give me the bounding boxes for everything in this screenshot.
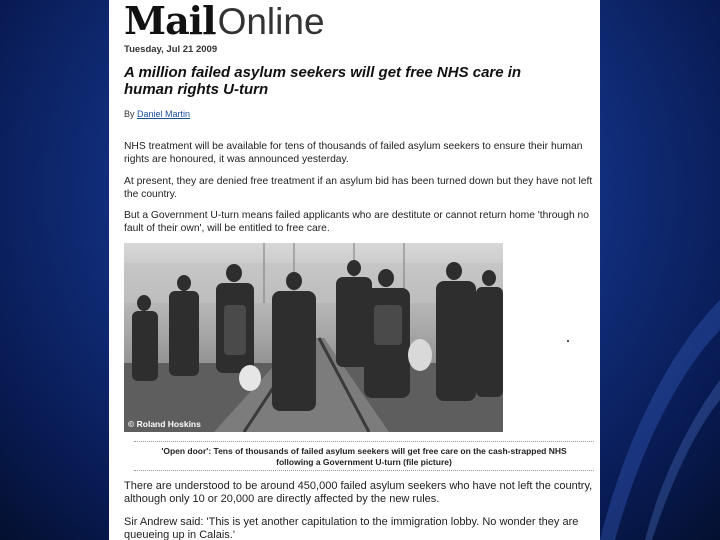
article-headline (124, 64, 594, 98)
author-link[interactable]: Daniel Martin (137, 109, 191, 119)
paragraph-4: There are understood to be around 450,000 failed asylum seekers who have not left the country, although only 10 or 20,000 are directly affected by the new rules. (124, 480, 593, 505)
background-swoosh (590, 0, 720, 540)
newspaper-clipping (109, 0, 600, 540)
article-photo (124, 243, 503, 432)
photo-credit: © Roland Hoskins (128, 419, 201, 429)
headline-line-2: human rights U-turn (124, 81, 269, 98)
caption-line-1: 'Open door': Tens of thousands of failed asylum seekers will get free care on the cash-strapped NHS (161, 446, 567, 456)
photo-caption (134, 446, 594, 468)
paragraph-1: NHS treatment will be available for tens of thousands of failed asylum seekers to ensure their human rights are honoured, it was announced yesterday. (124, 141, 583, 165)
caption-divider-top (134, 441, 594, 442)
paragraph-5: Sir Andrew said: 'This is yet another capitulation to the immigration lobby. No wonder they are queueing up in Calais.' (124, 516, 579, 540)
brand-mail: Mail (124, 0, 216, 43)
caption-line-2: following a Government U-turn (file picture) (276, 457, 452, 467)
article-date: Tuesday, Jul 21 2009 (124, 44, 218, 55)
masthead-logo (124, 0, 325, 43)
brand-online: Online (217, 1, 325, 42)
byline (124, 109, 190, 119)
caption-divider-bottom (134, 470, 594, 471)
byline-prefix: By (124, 109, 138, 119)
paragraph-3: But a Government U-turn means failed applicants who are destitute or cannot return home 'through no fault of their own', will be entitled to free care. (124, 210, 590, 234)
stray-mark (567, 340, 569, 342)
headline-line-1: A million failed asylum seekers will get free NHS care in (124, 64, 522, 81)
photo-image (124, 243, 503, 432)
paragraph-2: At present, they are denied free treatment if an asylum bid has been turned down but they have not left the country. (124, 176, 593, 200)
